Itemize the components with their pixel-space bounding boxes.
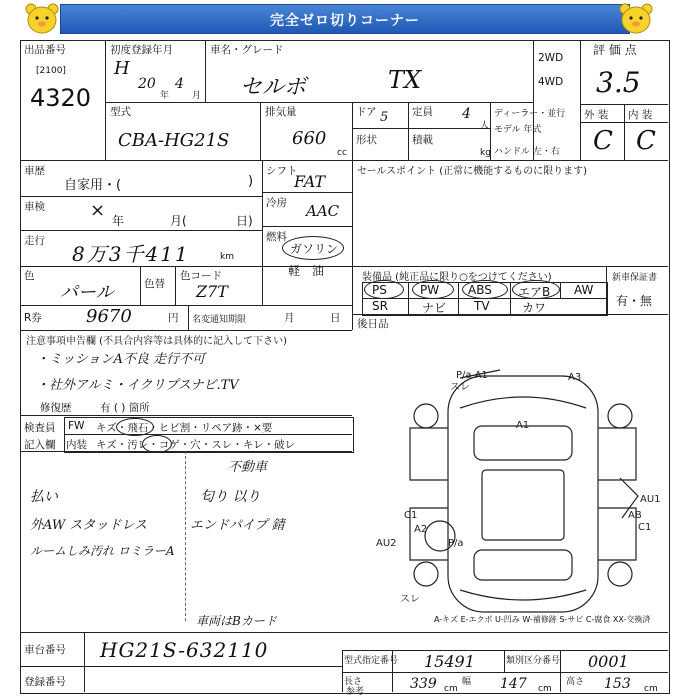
equip-airbag-circle xyxy=(512,280,560,299)
interior-label: 内 装 xyxy=(628,109,653,121)
mark-ab: AB xyxy=(628,510,642,521)
reg-label: 初度登録年月 xyxy=(110,44,173,56)
equip-airbag: エアB xyxy=(518,285,551,299)
dealer-label: ディーラー・並行 xyxy=(494,109,566,119)
chassis-value: HG21S-632110 xyxy=(100,638,269,662)
model-label: 車名・グレード xyxy=(210,44,284,56)
color-code-label: 色コード xyxy=(180,270,222,282)
car-body-outline xyxy=(448,376,598,612)
mileage-unit: km xyxy=(220,252,234,262)
height-unit: cm xyxy=(644,684,658,694)
cooling-value: AAC xyxy=(306,202,340,220)
notes-line1: ・ミッションA不良 走行不可 xyxy=(36,352,206,367)
type-label: 型式 xyxy=(110,106,131,118)
inspection-month: 月( xyxy=(170,214,187,228)
damage-legend: A-キズ E-エクボ U-凹み W-補修跡 S-サビ C-腐食 XX-交換済 xyxy=(434,615,651,624)
defect-right2: エンドパイプ 錆 xyxy=(190,518,285,533)
reg-month: 4 xyxy=(175,76,184,92)
exterior-grade: C xyxy=(593,126,613,156)
mark-a2: A2 xyxy=(414,524,428,535)
length-value: 339 xyxy=(410,676,437,692)
width-label: 幅 xyxy=(462,677,472,687)
new-warranty-label: 新車保証書 xyxy=(612,273,658,283)
wheel-front-right xyxy=(608,404,632,428)
mark-scuff-front: スレ xyxy=(450,382,470,393)
car-trunk-line xyxy=(460,590,586,600)
equip-sr: SR xyxy=(372,299,388,313)
shift-label: シフト xyxy=(266,165,298,177)
inspector-label: 検査員 xyxy=(24,422,56,434)
name-change-label: 名変通知期限 xyxy=(192,315,247,325)
defects-title: 不動車 xyxy=(228,460,268,475)
fuel-light: 軽 xyxy=(288,264,301,278)
equip-ps-circle xyxy=(364,280,404,299)
car-hood-line xyxy=(460,397,586,408)
height-label: 高さ xyxy=(566,677,585,687)
fuel-oil: 油 xyxy=(312,264,325,278)
model-grade: TX xyxy=(388,66,422,94)
score-value: 3.5 xyxy=(596,66,641,99)
model-name: セルボ xyxy=(240,75,307,100)
name-change-day: 日 xyxy=(330,312,341,324)
capacity-unit: 人 xyxy=(480,121,490,131)
length-label: 長さ xyxy=(344,677,363,687)
wheel-front-left xyxy=(414,404,438,428)
reg-month-unit: 月 xyxy=(192,91,202,101)
inspection-label: 車検 xyxy=(24,201,45,213)
car-rear-window xyxy=(474,550,572,580)
defect-left3: ルームしみ汚れ ロミラーA xyxy=(30,544,175,558)
defect-right1: 匂り 以り xyxy=(200,489,261,505)
equip-ps: PS xyxy=(372,283,387,297)
equip-leather: カワ xyxy=(522,301,547,315)
displacement-unit: cc xyxy=(337,148,347,158)
inspection-day: 日) xyxy=(236,214,253,228)
cooling-label: 冷房 xyxy=(266,197,287,209)
mark-scuff-rear: スレ xyxy=(400,594,420,605)
car-left-front-door xyxy=(410,428,448,480)
fw-scratch-circle xyxy=(116,418,154,436)
int-label: 内装 xyxy=(66,439,87,451)
notes-line2: ・社外アルミ・イクリプスナビ.TV xyxy=(36,378,239,393)
fuel-label: 燃料 xyxy=(266,231,287,243)
bear-mascot-icon xyxy=(22,2,62,36)
capacity-label: 定員 xyxy=(412,106,433,118)
header-title: 完全ゼロ切りコーナー xyxy=(270,13,420,29)
height-value: 153 xyxy=(604,676,631,692)
warranty-value: 有・無 xyxy=(616,294,653,308)
equip-abs: ABS xyxy=(468,283,492,297)
recycle-value: 9670 xyxy=(86,306,132,327)
equip-tv: TV xyxy=(474,299,490,313)
int-value: キズ・汚レ・コゲ・穴・スレ・キレ・破レ xyxy=(96,439,296,451)
fw-value: キズ・飛石・ヒビ割・リペア跡・×要 xyxy=(96,422,273,434)
inspection-year: 年 xyxy=(112,214,125,228)
mark-c1-right: C1 xyxy=(638,522,652,533)
class-label: 類別区分番号 xyxy=(506,656,561,666)
repair-label: 修復歴 xyxy=(40,402,72,414)
doors-label: ドア xyxy=(356,106,377,118)
equip-pw: PW xyxy=(420,283,440,297)
car-right-front-door xyxy=(598,428,636,480)
shift-value: FAT xyxy=(294,172,326,191)
reg-year: 20 xyxy=(138,76,156,92)
car-windshield xyxy=(474,426,572,460)
equip-aw: AW xyxy=(574,283,594,297)
width-value: 147 xyxy=(500,676,527,692)
notes-label: 注意事項申告欄 (不具合内容等は具体的に記入して下さい) xyxy=(26,336,287,347)
drive-4wd: 4WD xyxy=(538,76,564,88)
equipment-label: 装備品 (純正品に限り○をつけてください) xyxy=(362,272,552,283)
chassis-label: 車台番号 xyxy=(24,644,66,656)
color-code-value: Z7T xyxy=(196,282,228,301)
model-year-label: モデル 年式 xyxy=(494,125,542,135)
reg-era: H xyxy=(114,58,130,79)
length-unit: cm xyxy=(444,684,458,694)
defect-right3: 車両はBカード xyxy=(196,614,277,628)
rear-seat-label: 後日品 xyxy=(357,318,389,330)
lot-number: 4320 xyxy=(30,84,92,112)
shape-label: 形状 xyxy=(356,134,377,146)
capacity-value: 4 xyxy=(462,106,471,122)
handle-label: ハンドル 左・右 xyxy=(494,147,560,157)
mark-pa-a1: P/a A1 xyxy=(456,370,488,381)
history-value: 自家用・( xyxy=(64,178,122,193)
recycle-label: R券 xyxy=(24,312,42,324)
repair-value: 有 ( ) 箇所 xyxy=(100,402,150,414)
entry-label: 記入欄 xyxy=(24,439,56,451)
wheel-rear-left xyxy=(414,562,438,586)
mark-a3: A3 xyxy=(568,372,582,383)
ref-label: 参考 xyxy=(346,687,365,697)
doors-value: 5 xyxy=(380,110,389,125)
exterior-label: 外 装 xyxy=(584,109,609,121)
equip-pw-circle xyxy=(412,280,454,299)
recycle-unit: 円 xyxy=(168,312,179,324)
mark-au2: AU2 xyxy=(376,538,397,549)
width-unit: cm xyxy=(538,684,552,694)
color-change-label: 色替 xyxy=(144,278,165,290)
plate-label: 登録番号 xyxy=(24,676,66,688)
lot-code: [2100] xyxy=(36,66,66,76)
mark-pa-rear: P/a xyxy=(448,538,464,549)
score-label: 評 価 点 xyxy=(593,43,637,57)
load-label: 積載 xyxy=(412,134,433,146)
defect-left1: 払い xyxy=(30,489,58,505)
mileage-label: 走行 xyxy=(24,235,45,247)
mileage-value: 8万3千411 xyxy=(72,242,190,266)
equip-abs-circle xyxy=(462,280,508,299)
mark-au1: AU1 xyxy=(640,494,661,505)
car-roof xyxy=(482,470,564,540)
class-value: 0001 xyxy=(588,652,629,671)
mark-c1-left: C1 xyxy=(404,510,418,521)
type-number-value: 15491 xyxy=(424,652,475,671)
wheel-rear-right xyxy=(608,562,632,586)
displacement-label: 排気量 xyxy=(265,106,297,118)
type-value: CBA-HG21S xyxy=(118,130,230,151)
bear-mascot-icon xyxy=(616,2,656,36)
history-close: ) xyxy=(248,174,254,189)
drive-2wd: 2WD xyxy=(538,52,564,64)
header xyxy=(0,0,700,38)
sales-point-label: セールスポイント (正常に機能するものに限ります) xyxy=(357,166,588,177)
equip-navi: ナビ xyxy=(422,301,447,315)
color-value: パール xyxy=(60,282,114,303)
load-unit: kg xyxy=(480,148,491,158)
defect-left2: 外AW スタッドレス xyxy=(30,518,147,533)
header-bar xyxy=(60,4,630,34)
mark-a1-hood: A1 xyxy=(516,420,530,431)
lot-label: 出品番号 xyxy=(24,44,66,56)
history-label: 車歴 xyxy=(24,165,45,177)
interior-grade: C xyxy=(636,126,656,156)
displacement-value: 660 xyxy=(292,128,327,149)
fuel-value: ガソリン xyxy=(290,242,339,256)
type-number-label: 型式指定番号 xyxy=(344,656,399,666)
name-change-month: 月 xyxy=(284,312,295,324)
car-damage-diagram xyxy=(376,368,661,620)
color-label: 色 xyxy=(24,270,35,282)
fw-label: FW xyxy=(68,420,85,432)
reg-year-unit: 年 xyxy=(160,91,170,101)
